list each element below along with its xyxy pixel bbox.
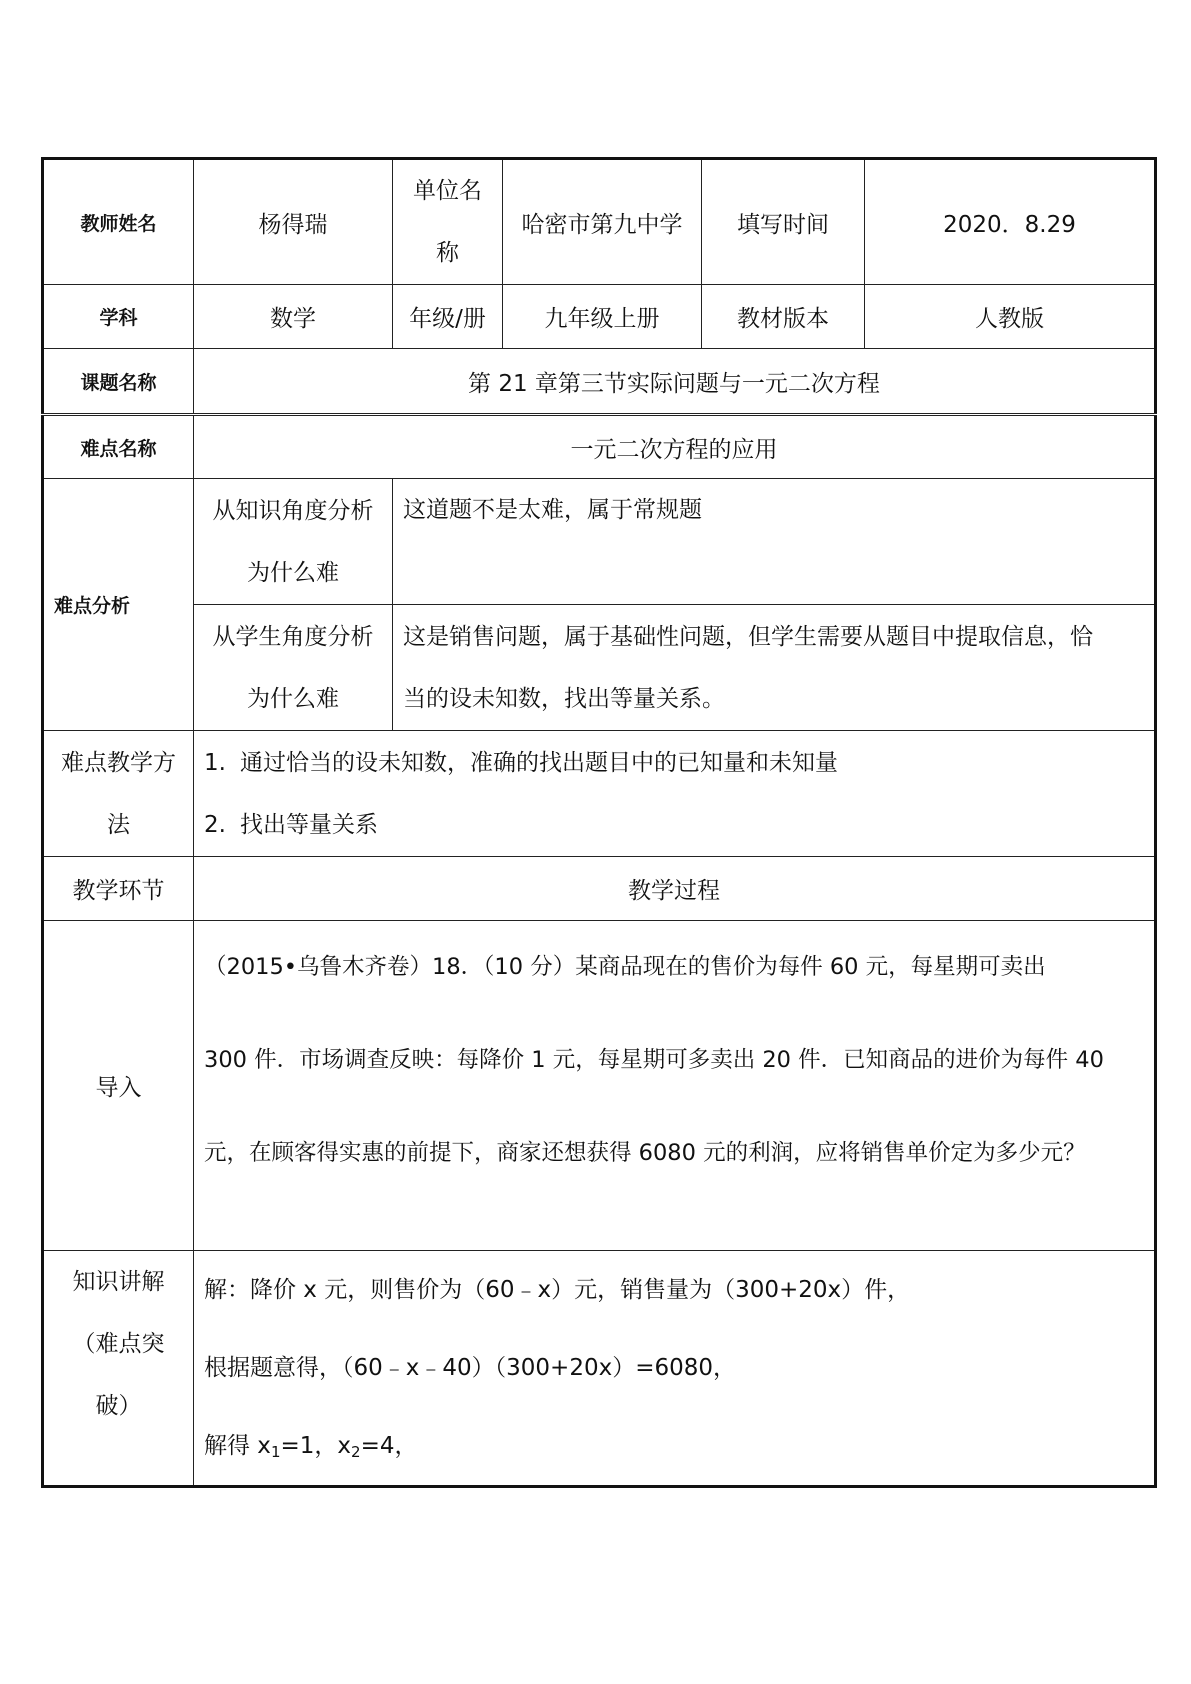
intro-label: 导入: [43, 921, 194, 1251]
analysis-student-row: [43, 605, 1156, 731]
student-angle-text-line-1: 这是销售问题，属于基础性问题，但学生需要从题目中提取信息，恰: [403, 623, 1093, 650]
method-label-line-1: 难点教学方: [61, 749, 176, 776]
student-angle-line-1: 从学生角度分析: [212, 623, 374, 650]
subscript: 1: [270, 1443, 281, 1461]
teacher-label: 教师姓名: [43, 159, 194, 285]
knowledge-label: [43, 1251, 194, 1487]
unit-name: 哈密市第九中学: [503, 159, 702, 285]
solution-text-part: 解得 x: [204, 1433, 271, 1459]
method-item: [204, 732, 1144, 794]
course-row: [43, 285, 1156, 349]
unit-label-line-2: 称: [436, 240, 459, 266]
date-label: 填写时间: [702, 159, 865, 285]
method-item: [204, 794, 1144, 856]
student-angle-text-line-2: 当的设未知数，找出等量关系。: [403, 685, 725, 712]
difficulty-value: 一元二次方程的应用: [194, 415, 1156, 479]
knowledge-angle-label: [194, 479, 393, 605]
solution-text: [194, 1251, 1156, 1487]
knowledge-label-line-3: 破）: [95, 1393, 142, 1419]
subscript: 2: [351, 1443, 361, 1461]
method-row: [43, 731, 1156, 857]
knowledge-row: [43, 1251, 1156, 1487]
unit-label: [393, 159, 503, 285]
unit-label-line-1: 单位名: [413, 178, 482, 204]
subject-label: 学科: [43, 285, 194, 349]
student-angle-line-2: 为什么难: [247, 685, 339, 712]
edition-label: 教材版本: [702, 285, 865, 349]
topic-value: 第 21 章第三节实际问题与一元二次方程: [194, 349, 1156, 415]
header-row: [43, 159, 1156, 285]
knowledge-angle-line-2: 为什么难: [247, 559, 339, 586]
analysis-label: 难点分析: [43, 479, 194, 731]
intro-problem: [194, 921, 1156, 1251]
knowledge-angle-text: 这道题不是太难，属于常规题: [393, 479, 1156, 605]
intro-line: 300 件．市场调查反映：每降价 1 元，每星期可多卖出 20 件．已知商品的进价为每件 40: [204, 1047, 1104, 1073]
solution-text-part: =1，x: [280, 1433, 352, 1459]
difficulty-row: [43, 415, 1156, 479]
method-item-number: 1.: [204, 749, 226, 776]
solution-line: [204, 1407, 1144, 1485]
edition-value: 人教版: [865, 285, 1156, 349]
solution-line: 根据题意得，（60﹣x﹣40）（300+20x）=6080，: [204, 1355, 736, 1381]
intro-line: 元，在顾客得实惠的前提下，商家还想获得 6080 元的利润，应将销售单价定为多少元？: [204, 1140, 1086, 1166]
knowledge-angle-line-1: 从知识角度分析: [212, 497, 374, 524]
method-item-number: 2.: [204, 811, 226, 838]
method-item-text: 通过恰当的设未知数，准确的找出题目中的已知量和未知量: [240, 749, 838, 776]
grade-label: 年级/册: [393, 285, 503, 349]
stage-label: 教学环节: [43, 857, 194, 921]
process-label: 教学过程: [194, 857, 1156, 921]
difficulty-label: 难点名称: [43, 415, 194, 479]
analysis-knowledge-row: [43, 479, 1156, 605]
date-value: 2020．8.29: [865, 159, 1156, 285]
knowledge-label-line-1: 知识讲解: [72, 1269, 165, 1295]
lesson-plan-sheet: [41, 157, 1154, 1488]
solution-text-part: =4，: [360, 1433, 418, 1459]
intro-row: [43, 921, 1156, 1251]
student-angle-text: [393, 605, 1156, 731]
solution-line: 解：降价 x 元，则售价为（60﹣x）元，销售量为（300+20x）件，: [204, 1277, 911, 1303]
method-label: [43, 731, 194, 857]
subject-value: 数学: [194, 285, 393, 349]
topic-label: 课题名称: [43, 349, 194, 415]
method-item-text: 找出等量关系: [240, 811, 378, 838]
method-label-line-2: 法: [107, 811, 130, 838]
knowledge-label-line-2: （难点突: [72, 1331, 165, 1357]
topic-row: [43, 349, 1156, 415]
intro-line: （2015•乌鲁木齐卷）18．（10 分）某商品现在的售价为每件 60 元，每星期可卖出: [204, 954, 1046, 980]
grade-value: 九年级上册: [503, 285, 702, 349]
teacher-name: 杨得瑞: [194, 159, 393, 285]
lesson-plan-table: [41, 157, 1157, 1488]
method-list: [194, 731, 1156, 857]
process-header-row: [43, 857, 1156, 921]
student-angle-label: [194, 605, 393, 731]
